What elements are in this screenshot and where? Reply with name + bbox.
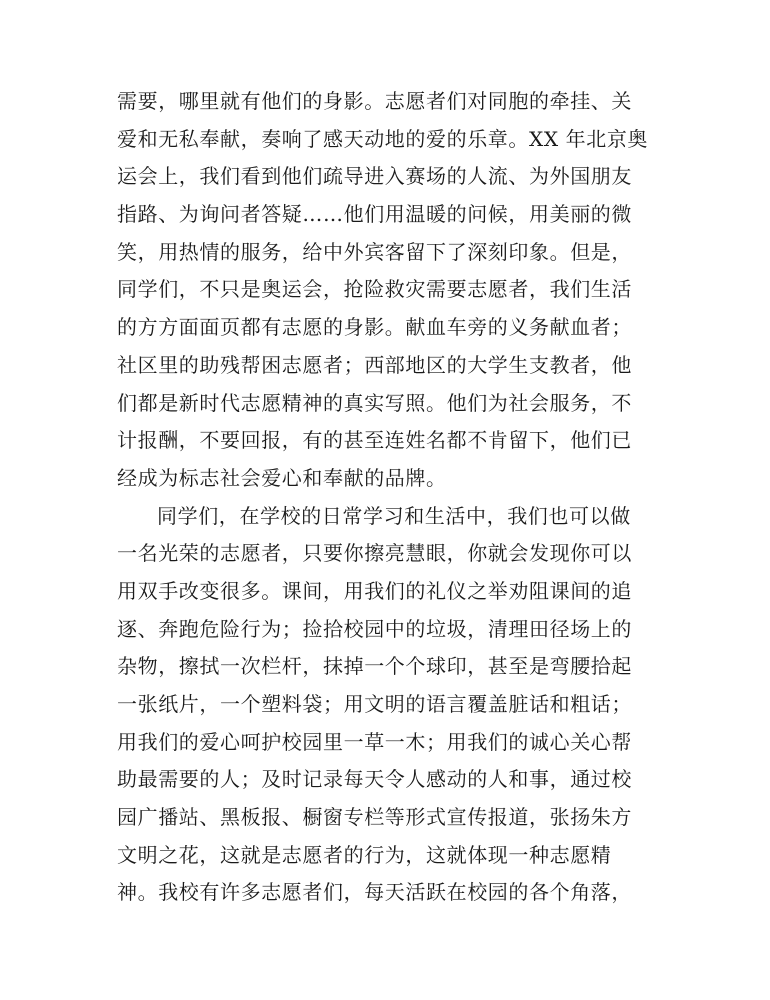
text-line: 杂物，擦拭一次栏杆，抹掉一个个球印，甚至是弯腰拾起 [117,654,632,679]
text-line: 计报酬，不要回报，有的甚至连姓名都不肯留下，他们已 [117,428,632,453]
text-line: 逐、奔跑危险行为；捡拾校园中的垃圾，清理田径场上的 [117,616,632,641]
text-line: 文明之花，这就是志愿者的行为，这就体现一种志愿精 [117,842,612,867]
text-line: 神。我校有许多志愿者们，每天活跃在校园的各个角落， [117,880,632,905]
text-line: 用双手改变很多。课间，用我们的礼仪之举劝阻课间的追 [117,578,632,603]
text-line: 爱和无私奉献，奏响了感天动地的爱的乐章。XX 年北京奥 [117,126,649,151]
text-line: 运会上，我们看到他们疏导进入赛场的人流、为外国朋友 [117,164,632,189]
text-line: 笑，用热情的服务，给中外宾客留下了深刻印象。但是， [117,239,632,264]
text-line: 指路、为询问者答疑……他们用温暖的问候，用美丽的微 [117,202,632,227]
text-line: 需要，哪里就有他们的身影。志愿者们对同胞的牵挂、关 [117,89,632,113]
text-line: 们都是新时代志愿精神的真实写照。他们为社会服务，不 [117,390,632,415]
text-line: 社区里的助残帮困志愿者；西部地区的大学生支教者，他 [117,352,632,377]
text-line: 一张纸片，一个塑料袋；用文明的语言覆盖脏话和粗话； [117,692,632,716]
text-line: 经成为标志社会爱心和奉献的品牌。 [117,465,447,490]
text-line: 用我们的爱心呵护校园里一草一木；用我们的诚心关心帮 [117,729,632,754]
text-line: 同学们，在学校的日常学习和生活中，我们也可以做 [157,503,631,528]
text-line: 助最需要的人；及时记录每天令人感动的人和事，通过校 [117,767,632,792]
text-line: 同学们，不只是奥运会，抢险救灾需要志愿者，我们生活 [117,277,632,302]
text-line: 一名光荣的志愿者，只要你擦亮慧眼，你就会发现你可以 [117,541,632,566]
text-line: 园广播站、黑板报、橱窗专栏等形式宣传报道，张扬朱方 [117,805,632,830]
text-line: 的方方面面页都有志愿的身影。献血车旁的义务献血者； [117,315,632,340]
document-body [117,83,657,912]
